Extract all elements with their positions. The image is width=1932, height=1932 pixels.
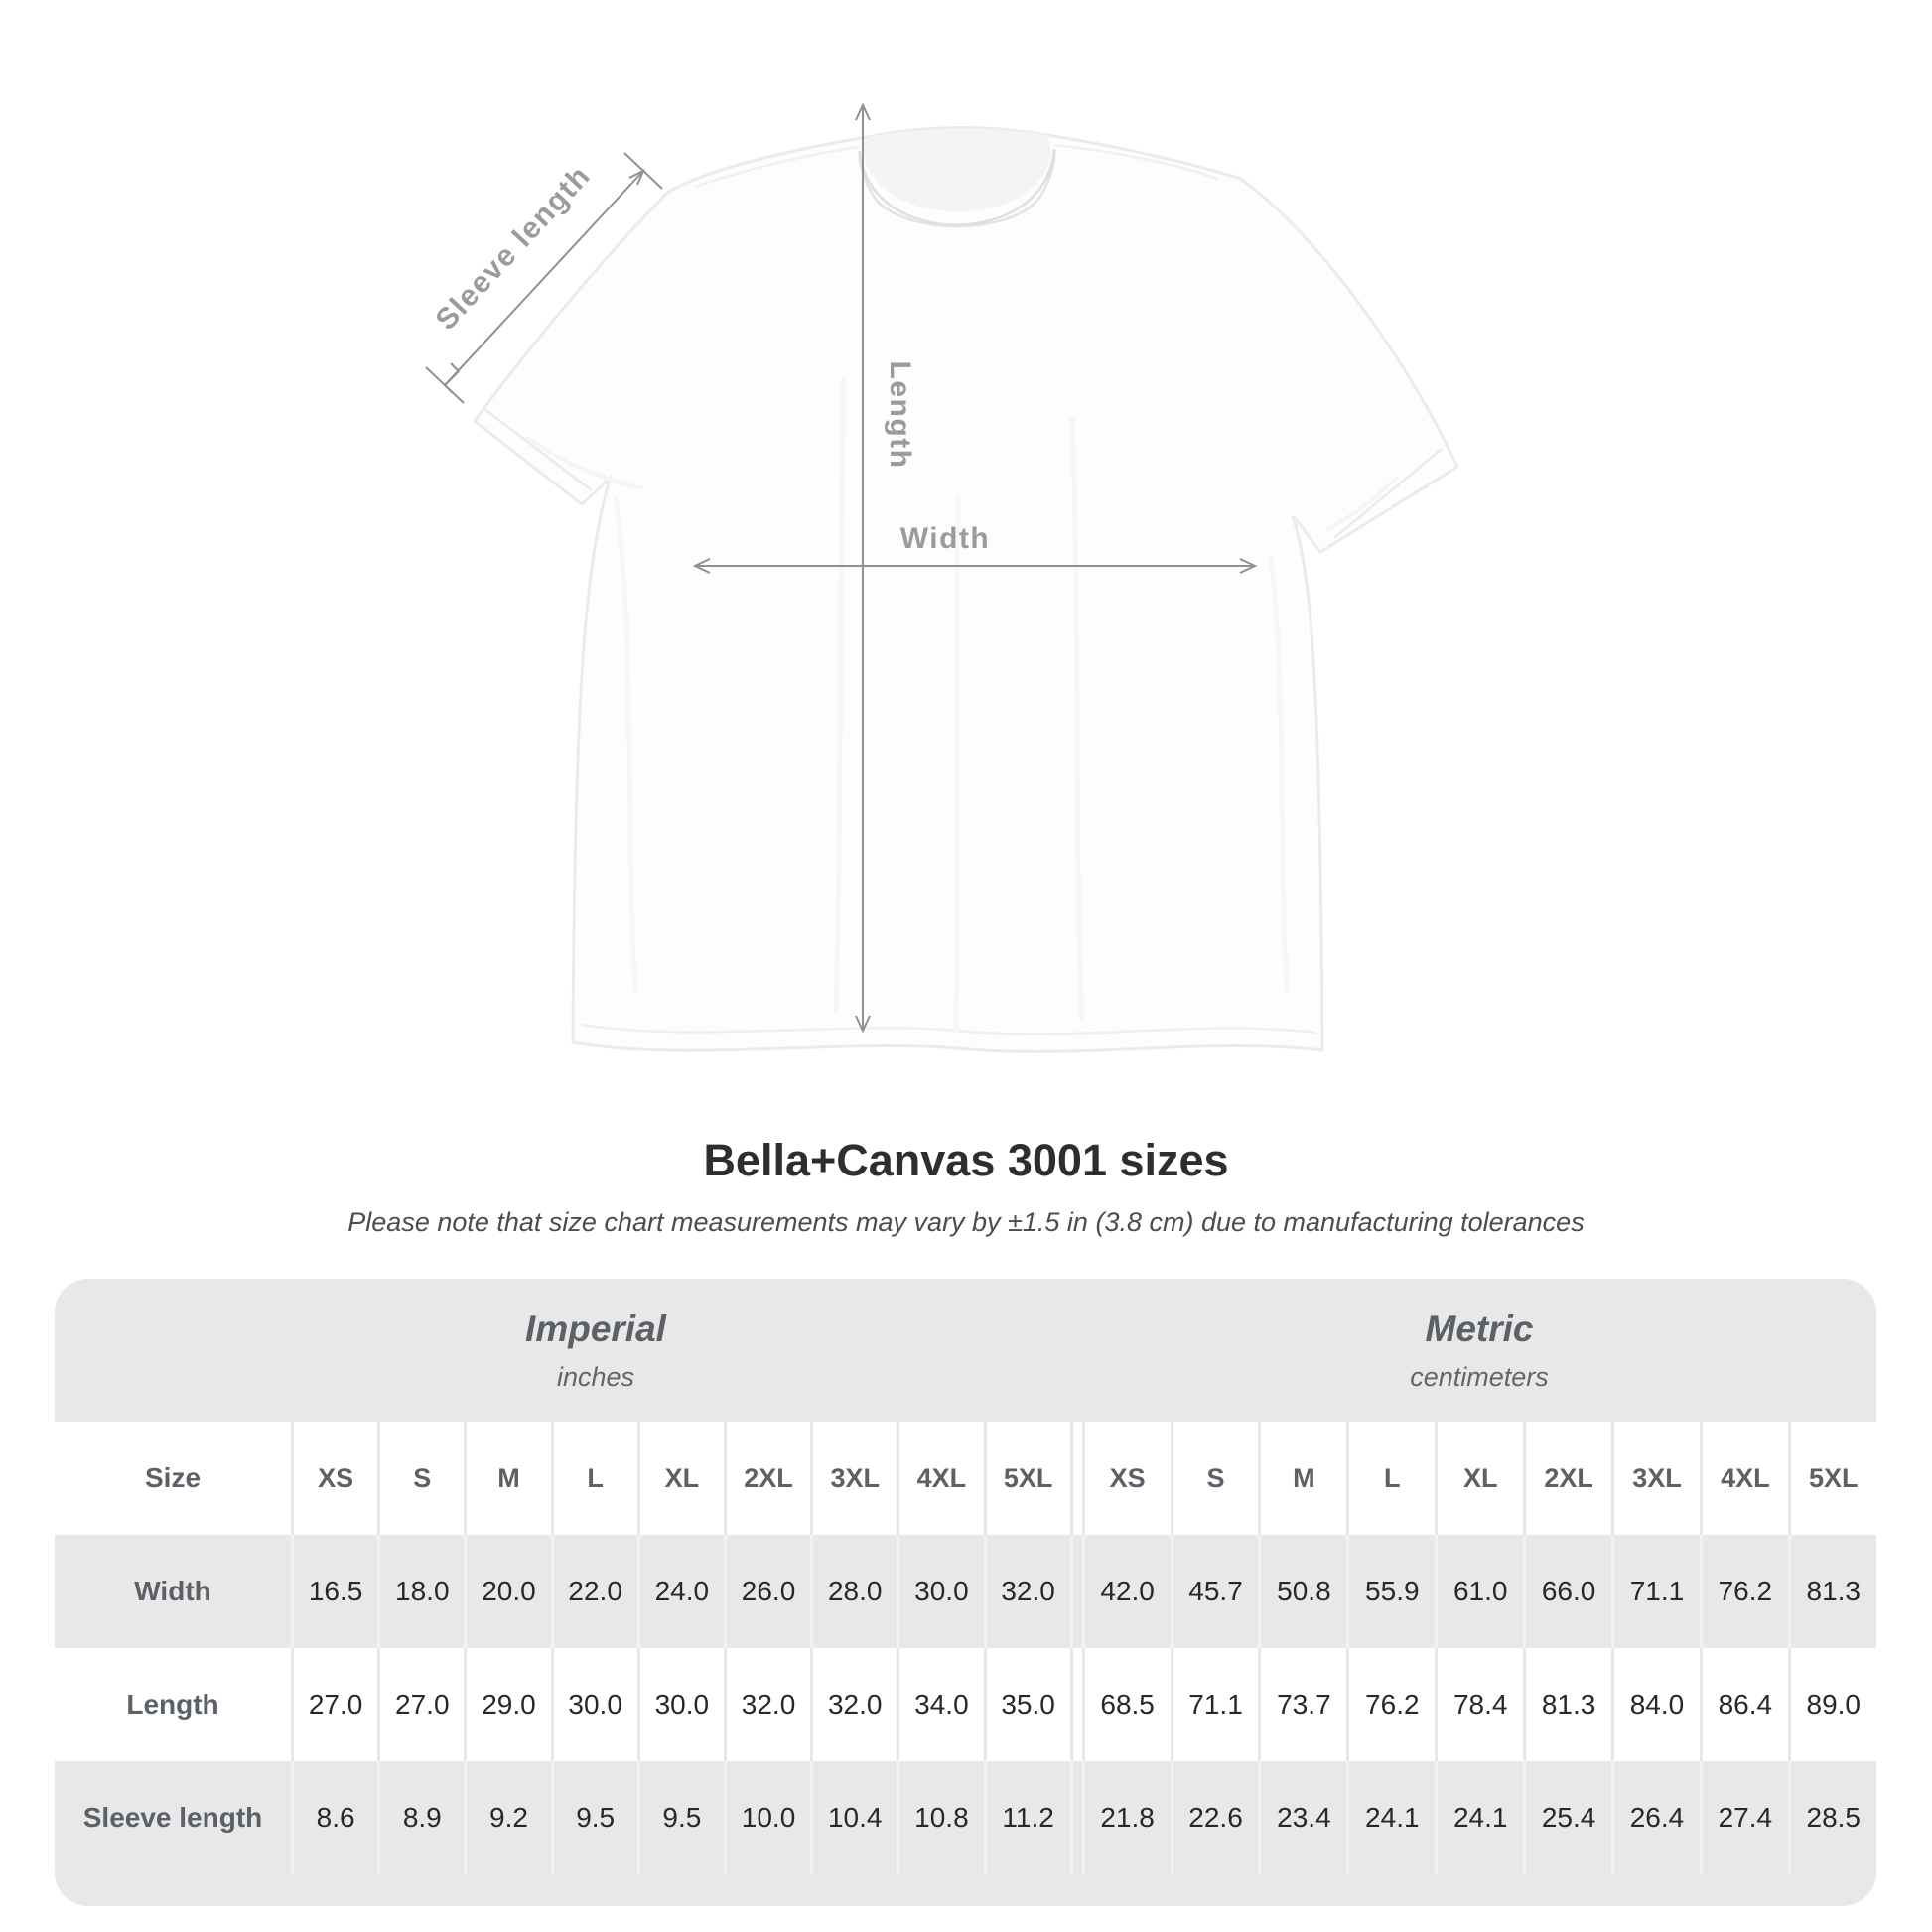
metric-group-header bbox=[1082, 1309, 1876, 1393]
size-col-header: 3XL bbox=[1611, 1422, 1700, 1535]
size-col-header: XL bbox=[637, 1422, 724, 1535]
measurement-cell: 10.0 bbox=[724, 1761, 810, 1874]
measurement-cell: 24.0 bbox=[637, 1535, 724, 1648]
measurement-cell: 71.1 bbox=[1611, 1535, 1700, 1648]
size-col-header: 2XL bbox=[1523, 1422, 1611, 1535]
size-col-header: XS bbox=[1082, 1422, 1171, 1535]
measurement-cell: 22.0 bbox=[551, 1535, 637, 1648]
tshirt-illustration bbox=[475, 127, 1457, 1051]
group-divider bbox=[1070, 1648, 1082, 1761]
measurement-cell: 66.0 bbox=[1523, 1535, 1611, 1648]
size-col-header: XS bbox=[291, 1422, 377, 1535]
measurement-cell: 18.0 bbox=[377, 1535, 464, 1648]
measurement-cell: 10.8 bbox=[897, 1761, 983, 1874]
metric-label: Metric bbox=[1425, 1309, 1534, 1349]
width-label: Width bbox=[899, 522, 991, 555]
measurement-cell: 71.1 bbox=[1171, 1648, 1259, 1761]
measurement-cell: 76.2 bbox=[1700, 1535, 1788, 1648]
size-col-header: 5XL bbox=[984, 1422, 1070, 1535]
imperial-group-header bbox=[114, 1309, 1077, 1393]
size-col-header: 4XL bbox=[1700, 1422, 1788, 1535]
page-title: Bella+Canvas 3001 sizes bbox=[703, 1135, 1229, 1185]
size-col-header: L bbox=[1346, 1422, 1435, 1535]
measurement-cell: 32.0 bbox=[810, 1648, 897, 1761]
measurement-cell: 25.4 bbox=[1523, 1761, 1611, 1874]
group-divider bbox=[1070, 1535, 1082, 1648]
measurement-cell: 32.0 bbox=[984, 1535, 1070, 1648]
measurement-cell: 29.0 bbox=[464, 1648, 550, 1761]
measurement-cell: 23.4 bbox=[1258, 1761, 1346, 1874]
table-row bbox=[55, 1761, 1876, 1874]
measurement-cell: 20.0 bbox=[464, 1535, 550, 1648]
measurement-cell: 27.0 bbox=[291, 1648, 377, 1761]
size-col-header: 4XL bbox=[897, 1422, 983, 1535]
row-label: Width bbox=[134, 1576, 211, 1606]
size-col-header: L bbox=[551, 1422, 637, 1535]
size-col-header: S bbox=[377, 1422, 464, 1535]
measurement-cell: 89.0 bbox=[1788, 1648, 1876, 1761]
measurement-cell: 42.0 bbox=[1082, 1535, 1171, 1648]
size-table bbox=[55, 1279, 1876, 1906]
measurement-cell: 26.0 bbox=[724, 1535, 810, 1648]
row-label: Length bbox=[55, 1648, 291, 1761]
size-col-header: 3XL bbox=[810, 1422, 897, 1535]
measurement-cell: 9.5 bbox=[551, 1761, 637, 1874]
measurement-cell: 50.8 bbox=[1258, 1535, 1346, 1648]
measurement-cell: 16.5 bbox=[291, 1535, 377, 1648]
measurement-cell: 27.4 bbox=[1700, 1761, 1788, 1874]
measurement-cell: 35.0 bbox=[984, 1648, 1070, 1761]
measurement-cell: 68.5 bbox=[1082, 1648, 1171, 1761]
size-col-header: M bbox=[1258, 1422, 1346, 1535]
row-label: Sleeve length bbox=[82, 1802, 263, 1833]
measurement-cell: 30.0 bbox=[897, 1535, 983, 1648]
measurement-cell: 81.3 bbox=[1788, 1535, 1876, 1648]
size-col-header: M bbox=[464, 1422, 550, 1535]
measurement-cell: 61.0 bbox=[1435, 1535, 1523, 1648]
measurement-cell: 26.4 bbox=[1611, 1761, 1700, 1874]
measurement-cell: 11.2 bbox=[984, 1761, 1070, 1874]
group-divider bbox=[1070, 1422, 1082, 1535]
measurement-cell: 27.0 bbox=[377, 1648, 464, 1761]
size-col-header: 2XL bbox=[724, 1422, 810, 1535]
table-row bbox=[55, 1535, 1876, 1648]
imperial-unit-label: inches bbox=[556, 1362, 635, 1392]
measurement-cell: 9.2 bbox=[464, 1761, 550, 1874]
table-row bbox=[55, 1648, 1876, 1761]
measurement-cell: 21.8 bbox=[1082, 1761, 1171, 1874]
measurement-cell: 30.0 bbox=[551, 1648, 637, 1761]
measurement-cell: 32.0 bbox=[724, 1648, 810, 1761]
measurement-cell: 22.6 bbox=[1171, 1761, 1259, 1874]
measurement-cell: 24.1 bbox=[1346, 1761, 1435, 1874]
measurement-cell: 73.7 bbox=[1258, 1648, 1346, 1761]
measurement-cell: 81.3 bbox=[1523, 1648, 1611, 1761]
size-col-header: 5XL bbox=[1788, 1422, 1876, 1535]
measurement-cell: 28.0 bbox=[810, 1535, 897, 1648]
measurement-cell: 24.1 bbox=[1435, 1761, 1523, 1874]
measurement-cell: 30.0 bbox=[637, 1648, 724, 1761]
measurement-cell: 45.7 bbox=[1171, 1535, 1259, 1648]
measurement-cell: 8.6 bbox=[291, 1761, 377, 1874]
size-col-header: S bbox=[1171, 1422, 1259, 1535]
group-divider bbox=[1070, 1761, 1082, 1874]
page-subtitle: Please note that size chart measurements may vary by ±1.5 in (3.8 cm) due to manufacturing tolerances bbox=[347, 1207, 1585, 1237]
length-label: Length bbox=[884, 360, 916, 470]
measurement-cell: 10.4 bbox=[810, 1761, 897, 1874]
measurement-cell: 34.0 bbox=[897, 1648, 983, 1761]
size-grid bbox=[55, 1422, 1876, 1874]
metric-unit-label: centimeters bbox=[1410, 1362, 1549, 1392]
measurement-cell: 86.4 bbox=[1700, 1648, 1788, 1761]
imperial-label: Imperial bbox=[525, 1309, 666, 1349]
size-col-header: XL bbox=[1435, 1422, 1523, 1535]
measurement-cell: 28.5 bbox=[1788, 1761, 1876, 1874]
measurement-cell: 9.5 bbox=[637, 1761, 724, 1874]
measurement-cell: 78.4 bbox=[1435, 1648, 1523, 1761]
size-column-header: Size bbox=[55, 1422, 291, 1535]
measurement-cell: 55.9 bbox=[1346, 1535, 1435, 1648]
measurement-cell: 76.2 bbox=[1346, 1648, 1435, 1761]
measurement-cell: 8.9 bbox=[377, 1761, 464, 1874]
table-row bbox=[55, 1422, 1876, 1535]
sleeve-length-label: Sleeve length bbox=[429, 159, 598, 337]
measurement-cell: 84.0 bbox=[1611, 1648, 1700, 1761]
